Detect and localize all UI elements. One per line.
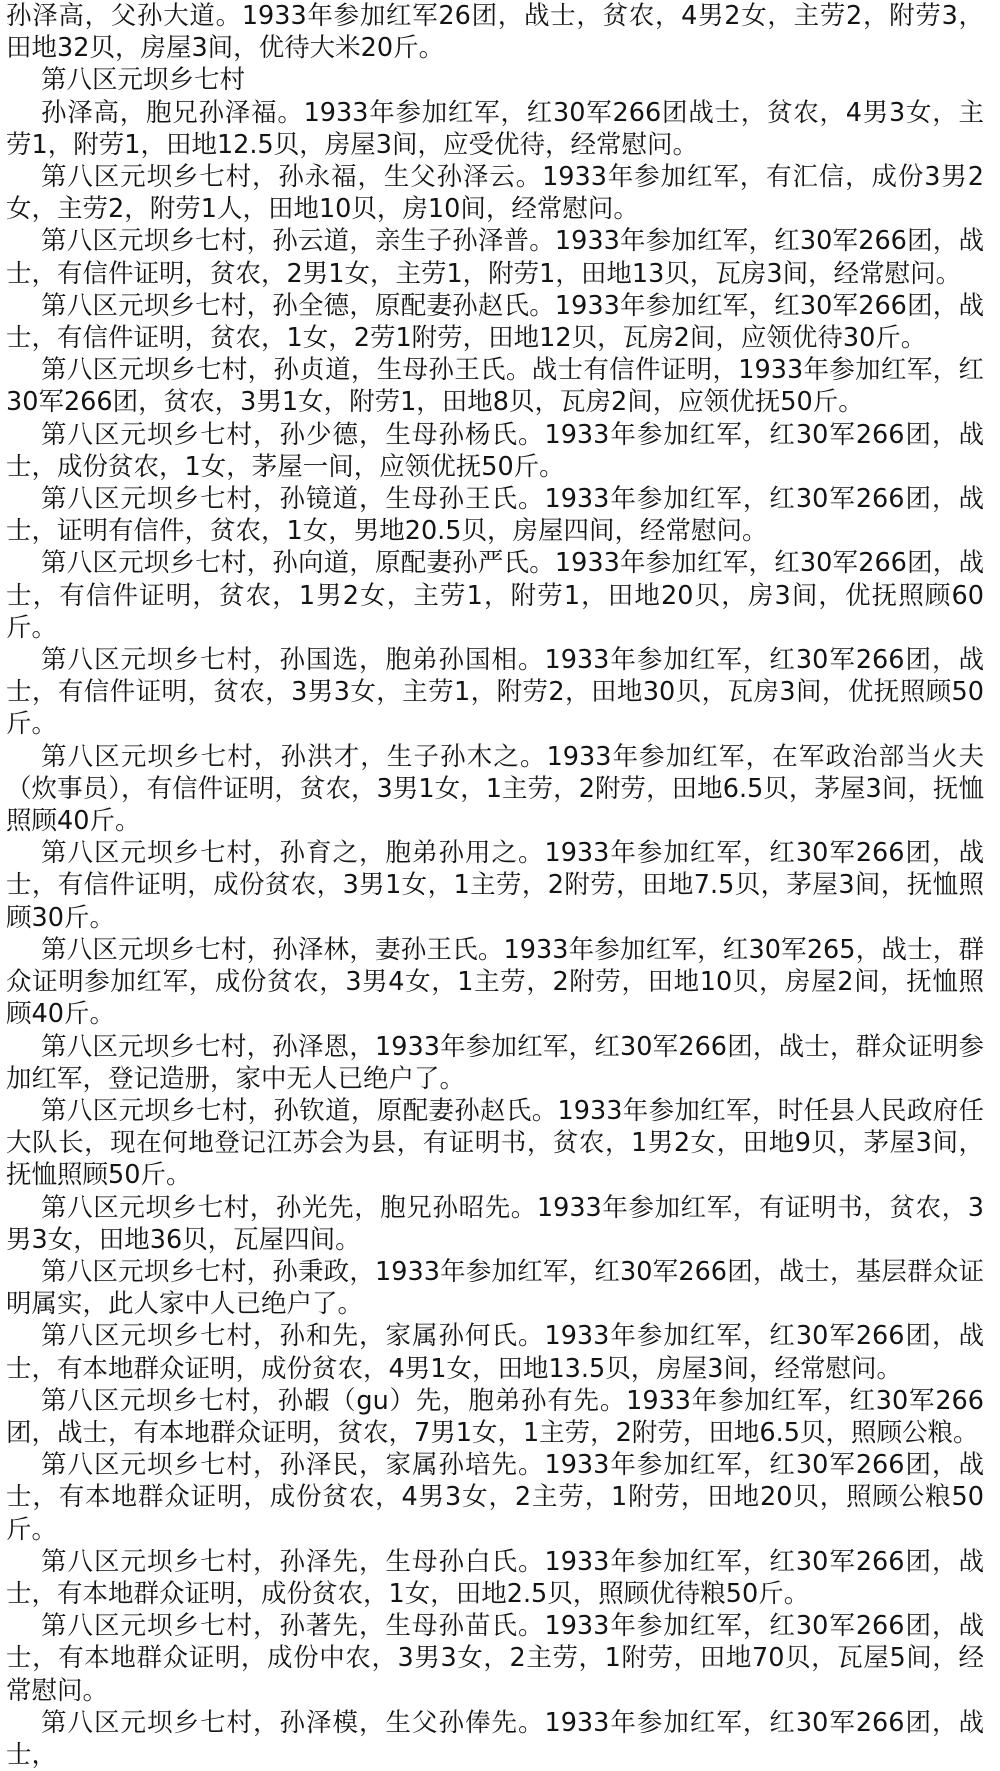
record-paragraph: 第八区元坝乡七村，孙嘏（gu）先，胞弟孙有先。1933年参加红军，红30军266团，战士，有本地群众证明，贫农，7男1女，1主劳，2附劳，田地6.5贝，照顾公粮。 [6,1385,984,1448]
record-paragraph: 第八区元坝乡七村，孙全德，原配妻孙赵氏。1933年参加红军，红30军266团，战士，有信件证明，贫农，1女，2劳1附劳，田地12贝，瓦房2间，应领优待30斤。 [6,290,984,354]
record-paragraph: 第八区元坝乡七村，孙著先，生母孙苗氏。1933年参加红军，红30军266团，战士，有本地群众证明，成份中农，3男3女，2主劳，1附劳，田地70贝，瓦屋5间，经常慰问。 [6,1611,984,1706]
record-paragraph: 第八区元坝乡七村，孙泽林，妻孙王氏。1933年参加红军，红30军265，战士，群众证明参加红军，成份贫农，3男4女，1主劳，2附劳，田地10贝，房屋2间，抚恤照顾40斤。 [6,934,984,1030]
record-paragraph: 孙泽高，胞兄孙泽福。1933年参加红军，红30军266团战士，贫农，4男3女，主劳1，附劳1，田地12.5贝，房屋3间，应受优待，经常慰问。 [6,97,984,160]
record-paragraph: 孙泽高，父孙大道。1933年参加红军26团，战士，贫农，4男2女，主劳2，附劳3，田地32贝，房屋3间，优待大米20斤。 [6,1,984,64]
record-paragraph: 第八区元坝乡七村，孙光先，胞兄孙昭先。1933年参加红军，有证明书，贫农，3男3女，田地36贝，瓦屋四间。 [6,1192,984,1255]
document-page [6,0,984,1771]
record-paragraph: 第八区元坝乡七村，孙向道，原配妻孙严氏。1933年参加红军，红30军266团，战士，有信件证明，贫农，1男2女，主劳1，附劳1，田地20贝，房3间，优抚照顾60斤。 [6,548,984,643]
record-paragraph: 第八区元坝乡七村，孙秉政，1933年参加红军，红30军266团，战士，基层群众证明属实，此人家中人已绝户了。 [6,1256,984,1320]
record-paragraph: 第八区元坝乡七村，孙国选，胞弟孙国相。1933年参加红军，红30军266团，战士，有信件证明，贫农，3男3女，主劳1，附劳2，田地30贝，瓦房3间，优抚照顾50斤。 [6,645,984,740]
record-paragraph: 第八区元坝乡七村，孙泽先，生母孙白氏。1933年参加红军，红30军266团，战士，有本地群众证明，成份贫农，1女，田地2.5贝，照顾优待粮50斤。 [6,1546,984,1609]
record-paragraph: 第八区元坝乡七村，孙贞道，生母孙王氏。战士有信件证明，1933年参加红军，红30军266团，贫农，3男1女，附劳1，田地8贝，瓦房2间，应领优抚50斤。 [6,355,984,418]
section-heading: 第八区元坝乡七村 [41,65,246,96]
record-paragraph: 第八区元坝乡七村，孙育之，胞弟孙用之。1933年参加红军，红30军266团，战士，有信件证明，成份贫农，3男1女，1主劳，2附劳，田地7.5贝，茅屋3间，抚恤照顾30斤。 [6,838,984,933]
record-paragraph: 第八区元坝乡七村，孙镜道，生母孙王氏。1933年参加红军，红30军266团，战士，证明有信件，贫农，1女，男地20.5贝，房屋四间，经常慰问。 [6,484,984,547]
record-paragraph: 第八区元坝乡七村，孙泽恩，1933年参加红军，红30军266团，战士，群众证明参加红军，登记造册，家中无人已绝户了。 [6,1031,984,1094]
record-paragraph: 第八区元坝乡七村，孙少德，生母孙杨氏。1933年参加红军，红30军266团，战士，成份贫农，1女，茅屋一间，应领优抚50斤。 [6,419,984,482]
record-paragraph: 第八区元坝乡七村，孙泽民，家属孙培先。1933年参加红军，红30军266团，战士，有本地群众证明，成份贫农，4男3女，2主劳，1附劳，田地20贝，照顾公粮50斤。 [6,1450,984,1545]
record-paragraph: 第八区元坝乡七村，孙洪才，生子孙木之。1933年参加红军，在军政治部当火夫（炊事员），有信件证明，贫农，3男1女，1主劳，2附劳，田地6.5贝，茅屋3间，抚恤照顾40斤。 [6,741,984,837]
record-paragraph: 第八区元坝乡七村，孙永福，生父孙泽云。1933年参加红军，有汇信，成份3男2女，主劳2，附劳1人，田地10贝，房10间，经常慰问。 [6,162,984,225]
record-paragraph: 第八区元坝乡七村，孙和先，家属孙何氏。1933年参加红军，红30军266团，战士，有本地群众证明，成份贫农，4男1女，田地13.5贝，房屋3间，经常慰问。 [6,1321,984,1384]
record-paragraph: 第八区元坝乡七村，孙钦道，原配妻孙赵氏。1933年参加红军，时任县人民政府任大队长，现在何地登记江苏会为县，有证明书，贫农，1男2女，田地9贝，茅屋3间，抚恤照顾50斤。 [6,1095,984,1191]
record-paragraph: 第八区元坝乡七村，孙云道，亲生子孙泽普。1933年参加红军，红30军266团，战士，有信件证明，贫农，2男1女，主劳1，附劳1，田地13贝，瓦房3间，经常慰问。 [6,226,984,289]
record-paragraph: 第八区元坝乡七村，孙泽模，生父孙俸先。1933年参加红军，红30军266团，战士， [6,1707,984,1770]
